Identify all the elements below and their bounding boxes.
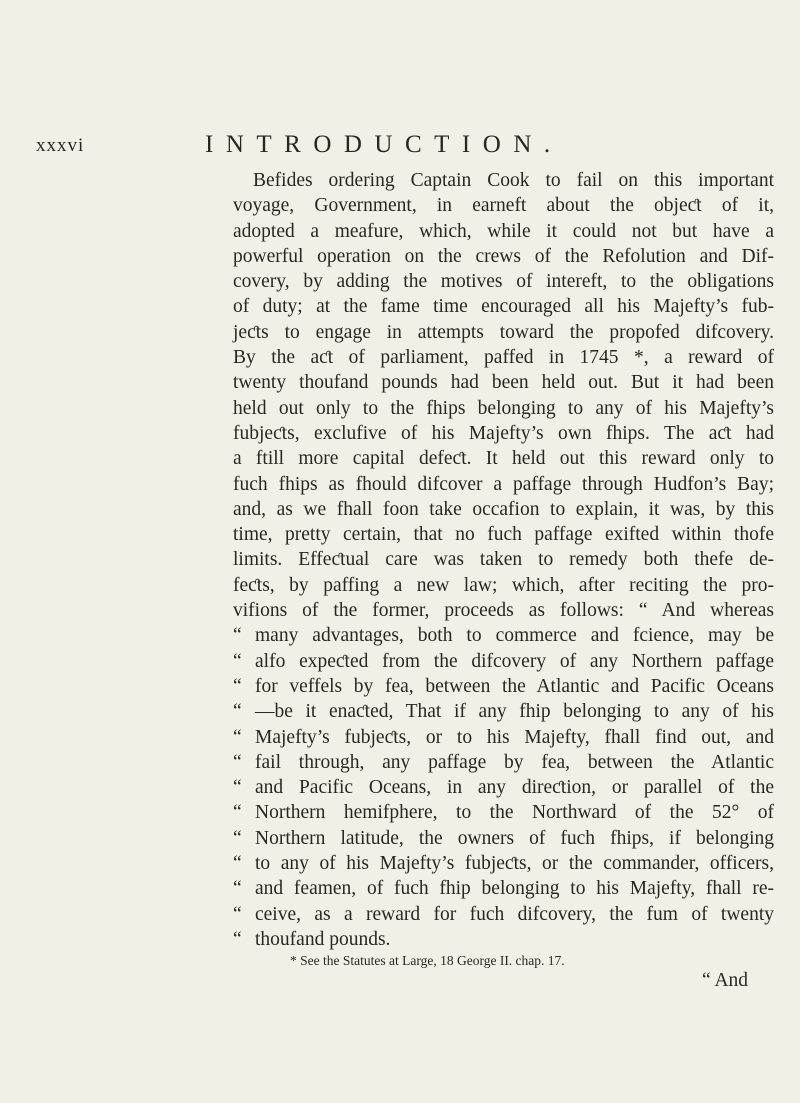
text-line: Befides ordering Captain Cook to fail on this important [253, 170, 774, 191]
quote-mark: “ [233, 853, 242, 875]
quoted-text: many advantages, both to commerce and fcience, may be [255, 625, 774, 647]
quoted-text: Northern hemifphere, to the Northward of the 52° of [255, 802, 774, 824]
quoted-line [233, 851, 774, 876]
quote-mark: “ [233, 701, 242, 723]
quote-mark: “ [233, 625, 242, 647]
text-line: held out only to the fhips belonging to any of his Majefty’s [233, 397, 774, 419]
text-line: time, pretty certain, that no fuch paffage exifted within thofe [233, 524, 774, 546]
running-head: INTRODUCTION. [205, 131, 563, 158]
quoted-line [233, 826, 774, 851]
footnote: * See the Statutes at Large, 18 George II. chap. 17. [290, 953, 565, 968]
text-line: fubjeƈts, exclufive of his Majefty’s own fhips. The aƈt had [233, 422, 774, 444]
quoted-line [233, 800, 774, 825]
quoted-line [233, 876, 774, 901]
quoted-text: thoufand pounds. [255, 928, 391, 950]
quote-mark: “ [233, 903, 242, 925]
text-line: twenty thoufand pounds had been held out. But it had been [233, 372, 774, 394]
text-line: adopted a meafure, which, while it could not but have a [233, 220, 774, 242]
text-line: fuch fhips as fhould difcover a paffage through Hudfon’s Bay; [233, 473, 774, 495]
text-line: feƈts, by paffing a new law; which, after reciting the pro- [233, 574, 774, 596]
text-line: and, as we fhall foon take occafion to explain, it was, by this [233, 498, 774, 520]
quoted-text: —be it enaƈted, That if any fhip belonging to any of his [255, 701, 774, 723]
text-line: voyage, Government, in earneft about the objeƈt of it, [233, 195, 774, 217]
quoted-line [233, 674, 774, 699]
quoted-line [233, 927, 774, 952]
body-text [233, 168, 774, 952]
quoted-text: alfo expeƈted from the difcovery of any Northern paffage [255, 650, 774, 672]
quote-mark: “ [233, 650, 242, 672]
catchword: “ And [702, 970, 749, 991]
text-line: By the aƈt of parliament, paffed in 1745 *, a reward of [233, 347, 774, 369]
quoted-text: and Pacific Oceans, in any direƈtion, or parallel of the [255, 777, 774, 799]
quote-mark: “ [233, 878, 242, 900]
quoted-line [233, 649, 774, 674]
quoted-line [233, 750, 774, 775]
quote-mark: “ [233, 802, 242, 824]
quoted-text: Majefty’s fubjeƈts, or to his Majefty, fhall find out, and [255, 726, 774, 748]
quoted-text: and feamen, of fuch fhip belonging to his Majefty, fhall re- [255, 878, 774, 900]
page-number: xxxvi [36, 135, 85, 156]
quoted-line [233, 699, 774, 724]
text-line: covery, by adding the motives of intereft, to the obligations [233, 271, 774, 293]
quote-mark: “ [233, 928, 242, 950]
text-line: a ftill more capital defeƈt. It held out this reward only to [233, 448, 774, 470]
quoted-text: ceive, as a reward for fuch difcovery, the fum of twenty [255, 903, 774, 925]
quote-mark: “ [233, 777, 242, 799]
quote-mark: “ [233, 675, 242, 697]
text-line: vifions of the former, proceeds as follows: “ And whereas [233, 600, 774, 622]
quoted-text: fail through, any paffage by fea, between the Atlantic [255, 751, 774, 773]
quoted-line [233, 775, 774, 800]
quoted-text: for veffels by fea, between the Atlantic and Pacific Oceans [255, 675, 774, 697]
text-line: jeƈts to engage in attempts toward the propofed difcovery. [233, 321, 774, 343]
quote-mark: “ [233, 827, 242, 849]
text-line: powerful operation on the crews of the Refolution and Dif- [233, 245, 774, 267]
quoted-text: to any of his Majefty’s fubjeƈts, or the commander, officers, [255, 853, 774, 875]
quoted-text: Northern latitude, the owners of fuch fhips, if belonging [255, 827, 774, 849]
text-line: limits. Effeƈtual care was taken to remedy both thefe de- [233, 549, 774, 571]
quote-mark: “ [233, 751, 242, 773]
text-line: of duty; at the fame time encouraged all his Majefty’s fub- [233, 296, 774, 318]
quote-mark: “ [233, 726, 242, 748]
quoted-line [233, 902, 774, 927]
quoted-line [233, 725, 774, 750]
quoted-line [233, 623, 774, 648]
